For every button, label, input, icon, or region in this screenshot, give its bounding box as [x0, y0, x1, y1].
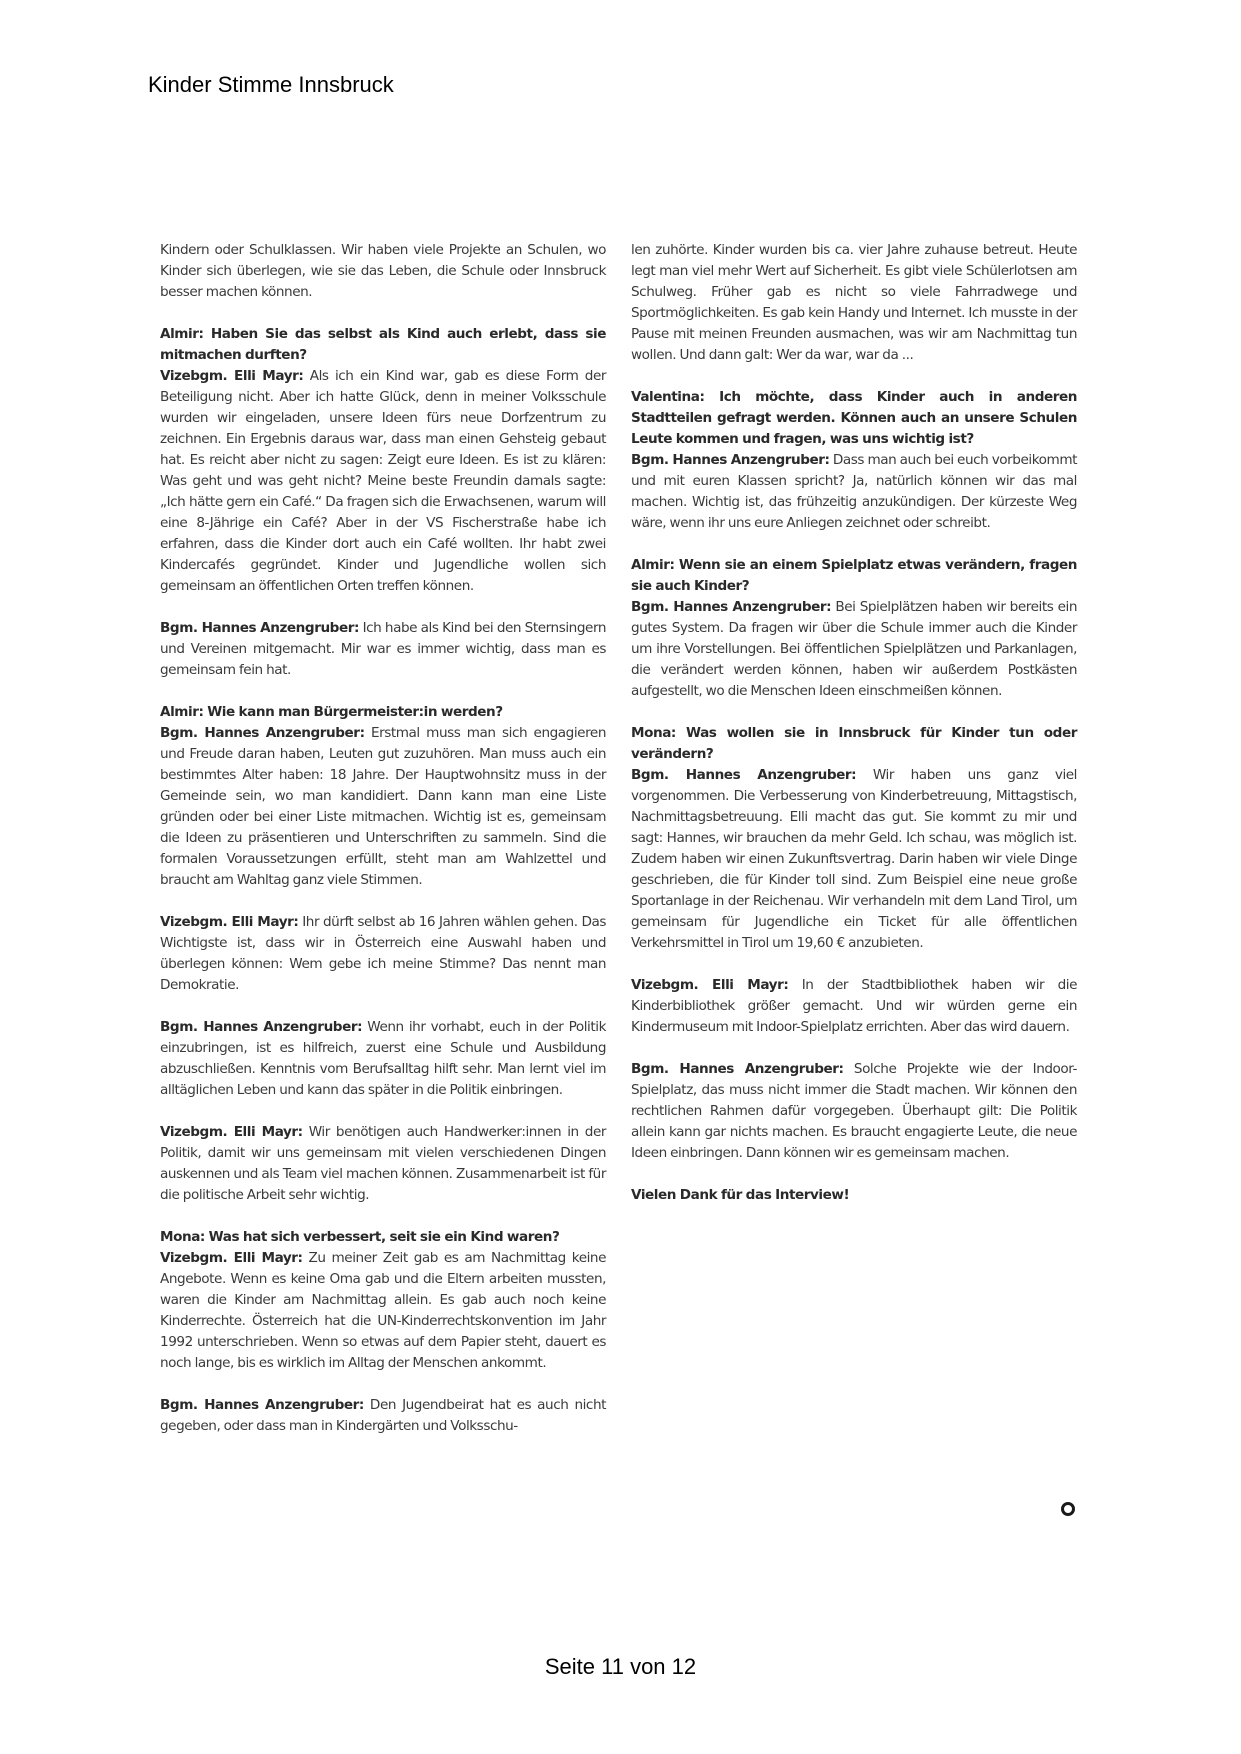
interview-question: Mona: Was hat sich verbessert, seit sie ein Kind waren?	[160, 1229, 560, 1245]
left-column-block-9	[160, 1395, 606, 1437]
interview-answer-paragraph	[160, 618, 606, 681]
interview-answer-paragraph	[631, 240, 1077, 366]
speaker-name: Vizebgm. Elli Mayr:	[160, 368, 304, 384]
answer-text: Kindern oder Schulklassen. Wir haben viele Projekte an Schulen, wo Kinder sich überlegen, wie sie das Leben, die Schule oder Innsbruck besser machen können.	[160, 242, 606, 300]
interview-question: Almir: Haben Sie das selbst als Kind auch erlebt, dass sie mitmachen durften?	[160, 326, 606, 363]
answer-text: Wenn ihr vorhabt, euch in der Politik einzubringen, ist es hilfreich, zuerst eine Schule und Ausbildung abzuschließen. Kenntnis vom Berufsalltag hilft sehr. Man lernt viel im alltäglichen Leben und kann das später in die Politik einbringen.	[160, 1019, 606, 1098]
answer-text: In der Stadtbibliothek haben wir die Kinderbibliothek größer gemacht. Und wir würden gerne ein Kindermuseum mit Indoor-Spielplatz errichten. Aber das wird dauern.	[631, 977, 1077, 1035]
answer-text: Ich habe als Kind bei den Sternsingern und Vereinen mitgemacht. Mir war es immer wichtig, dass man es gemeinsam fein hat.	[160, 620, 607, 678]
interview-question: Almir: Wenn sie an einem Spielplatz etwas verändern, fragen sie auch Kinder?	[631, 557, 1077, 594]
interview-answer-paragraph	[160, 912, 606, 996]
right-column-block-6	[631, 1059, 1077, 1164]
speaker-name: Vizebgm. Elli Mayr:	[160, 1124, 303, 1140]
page-number-footer: Seite 11 von 12	[544, 1654, 697, 1679]
right-column-block-2	[631, 387, 1077, 534]
right-column-block-1	[631, 240, 1077, 366]
interview-answer-paragraph	[160, 1395, 606, 1437]
end-of-article-ring-icon	[1061, 1502, 1075, 1516]
interview-answer-paragraph	[160, 1017, 606, 1101]
speaker-name: Bgm. Hannes Anzengruber:	[631, 452, 830, 468]
article-column-left	[160, 240, 606, 1437]
answer-text: Bei Spielplätzen haben wir bereits ein gutes System. Da fragen wir über die Schule immer auch die Kinder um ihre Vorstellungen. Bei öffentlichen Spielplätzen und Parkanlagen, die verändert werden können, haben wir außerdem Postkästen aufgestellt, wo die Menschen Ideen einschmeißen können.	[631, 599, 1077, 699]
left-column-block-3	[160, 618, 606, 681]
speaker-name: Bgm. Hannes Anzengruber:	[160, 1019, 363, 1035]
speaker-name: Bgm. Hannes Anzengruber:	[631, 1061, 844, 1077]
right-column-block-7	[631, 1185, 1077, 1206]
answer-text: Solche Projekte wie der Indoor-Spielplatz, das muss nicht immer die Stadt machen. Wir können den rechtlichen Rahmen dafür vorgegeben. Überhaupt gilt: Die Politik allein kann gar nichts machen. Es braucht engagierte Leute, die neue Ideen einbringen. Dann können wir es gemeinsam machen.	[631, 1061, 1078, 1161]
speaker-name: Bgm. Hannes Anzengruber:	[631, 767, 857, 783]
article-column-right	[631, 240, 1077, 1206]
interview-question: Vielen Dank für das Interview!	[631, 1187, 850, 1203]
answer-text: Den Jugendbeirat hat es auch nicht gegeben, oder dass man in Kindergärten und Volksschu-	[160, 1397, 607, 1434]
interview-question: Valentina: Ich möchte, dass Kinder auch in anderen Stadtteilen gefragt werden. Können auch an unsere Schulen Leute kommen und fragen, was uns wichtig ist?	[631, 389, 1077, 447]
speaker-name: Vizebgm. Elli Mayr:	[160, 1250, 303, 1266]
speaker-name: Bgm. Hannes Anzengruber:	[160, 1397, 364, 1413]
answer-text: len zuhörte. Kinder wurden bis ca. vier Jahre zuhause betreut. Heute legt man viel mehr Wert auf Sicherheit. Es gibt viele Schülerlotsen am Schulweg. Früher gab es nicht so viele Fahrradwege und Sportmöglichkeiten. Es gab kein Handy und Internet. Ich musste in der Pause mit meinen Freunden ausmachen, was wir am Nachmittag tun wollen. Und dann galt: Wer da war, war da ...	[631, 242, 1077, 363]
left-column-block-4	[160, 702, 606, 891]
interview-answer-paragraph	[631, 765, 1077, 954]
interview-answer-paragraph	[160, 1248, 606, 1374]
speaker-name: Bgm. Hannes Anzengruber:	[160, 620, 359, 636]
speaker-name: Bgm. Hannes Anzengruber:	[160, 725, 365, 741]
document-header-title: Kinder Stimme Innsbruck	[148, 72, 394, 97]
speaker-name: Vizebgm. Elli Mayr:	[160, 914, 299, 930]
interview-answer-paragraph	[160, 1122, 606, 1206]
interview-answer-paragraph	[160, 366, 606, 597]
left-column-block-2	[160, 324, 606, 597]
right-column-block-3	[631, 555, 1077, 702]
speaker-name: Vizebgm. Elli Mayr:	[631, 977, 789, 993]
answer-text: Dass man auch bei euch vorbeikommt und mit euren Klassen spricht? Ja, natürlich können wir das mal machen. Wichtig ist, das frühzeitig anzukündigen. Der kürzeste Weg wäre, wenn ihr uns eure Anliegen zeichnet oder schreibt.	[631, 452, 1077, 531]
answer-text: Wir haben uns ganz viel vorgenommen. Die Verbesserung von Kinderbetreuung, Mittagstisch, Nachmittagsbetreuung. Elli macht das gut. Sie kommt zu mir und sagt: Hannes, wir brauchen da mehr Geld. Ich schau, was möglich ist. Zudem haben wir einen Zukunftsvertrag. Darin haben wir viele Dinge geschrieben, die für Kinder toll sind. Zum Beispiel eine neue große Sportanlage in der Reichenau. Wir verhandeln mit dem Land Tirol, um gemeinsam für Jugendliche ein Ticket für alle öffentlichen Verkehrsmittel in Tirol um 19,60 € anzubieten.	[631, 767, 1078, 951]
answer-text: Wir benötigen auch Handwerker:innen in der Politik, damit wir uns gemeinsam mit vielen verschiedenen Dingen auskennen und als Team viel machen können. Zusammenarbeit ist für die politische Arbeit sehr wichtig.	[160, 1124, 606, 1203]
right-column-block-4	[631, 723, 1077, 954]
interview-answer-paragraph	[631, 450, 1077, 534]
interview-answer-paragraph	[160, 240, 606, 303]
left-column-block-7	[160, 1122, 606, 1206]
interview-question: Mona: Was wollen sie in Innsbruck für Kinder tun oder verändern?	[631, 725, 1077, 762]
answer-text: Ihr dürft selbst ab 16 Jahren wählen gehen. Das Wichtigste ist, dass wir in Österreich eine Auswahl haben und überlegen können: Wem gebe ich meine Stimme? Das nennt man Demokratie.	[160, 914, 606, 993]
left-column-block-8	[160, 1227, 606, 1374]
interview-answer-paragraph	[631, 597, 1077, 702]
speaker-name: Bgm. Hannes Anzengruber:	[631, 599, 832, 615]
answer-text: Erstmal muss man sich engagieren und Freude daran haben, Leuten gut zuzuhören. Man muss auch ein bestimmtes Alter haben: 18 Jahre. Der Hauptwohnsitz muss in der Gemeinde sein, wo man kandidiert. Dann kann man eine Liste gründen oder bei einer Liste mitmachen. Wichtig ist es, gemeinsam die Ideen zu präsentieren und Unterschriften zu sammeln. Sind die formalen Voraussetzungen erfüllt, steht man am Wahlzettel und braucht am Wahltag ganz viele Stimmen.	[160, 725, 607, 888]
left-column-block-6	[160, 1017, 606, 1101]
left-column-block-5	[160, 912, 606, 996]
interview-answer-paragraph	[631, 975, 1077, 1038]
answer-text: Zu meiner Zeit gab es am Nachmittag keine Angebote. Wenn es keine Oma gab und die Eltern arbeiten mussten, waren die Kinder am Nachmittag allein. Es gab auch noch keine Kinderrechte. Österreich hat die UN-Kinderrechtskonvention im Jahr 1992 unterschrieben. Wenn so etwas auf dem Papier steht, dauert es noch lange, bis es wirklich im Alltag der Menschen ankommt.	[160, 1250, 607, 1371]
interview-answer-paragraph	[160, 723, 606, 891]
interview-question: Almir: Wie kann man Bürgermeister:in werden?	[160, 704, 503, 720]
interview-answer-paragraph	[631, 1059, 1077, 1164]
right-column-block-5	[631, 975, 1077, 1038]
answer-text: Als ich ein Kind war, gab es diese Form der Beteiligung nicht. Aber ich hatte Glück, denn in meiner Volksschule wurden wir eingeladen, unsere Ideen fürs neue Dorfzentrum zu zeichnen. Ein Ergebnis daraus war, dass man einen Gehsteig gebaut hat. Es reicht aber nicht zu sagen: Zeigt eure Ideen. Es ist zu klären: Was geht und was geht nicht? Meine beste Freundin damals sagte: „Ich hätte gern ein Café.“ Da fragen sich die Erwachsenen, warum will eine 8-Jährige ein Café? Aber in der VS Fischerstraße habe ich erfahren, dass die Kinder dort auch ein Café wollten. Ihr habt zwei Kindercafés gegründet. Kinder und Jugendliche wollen sich gemeinsam an öffentlichen Orten treffen können.	[160, 368, 607, 594]
left-column-block-1	[160, 240, 606, 303]
